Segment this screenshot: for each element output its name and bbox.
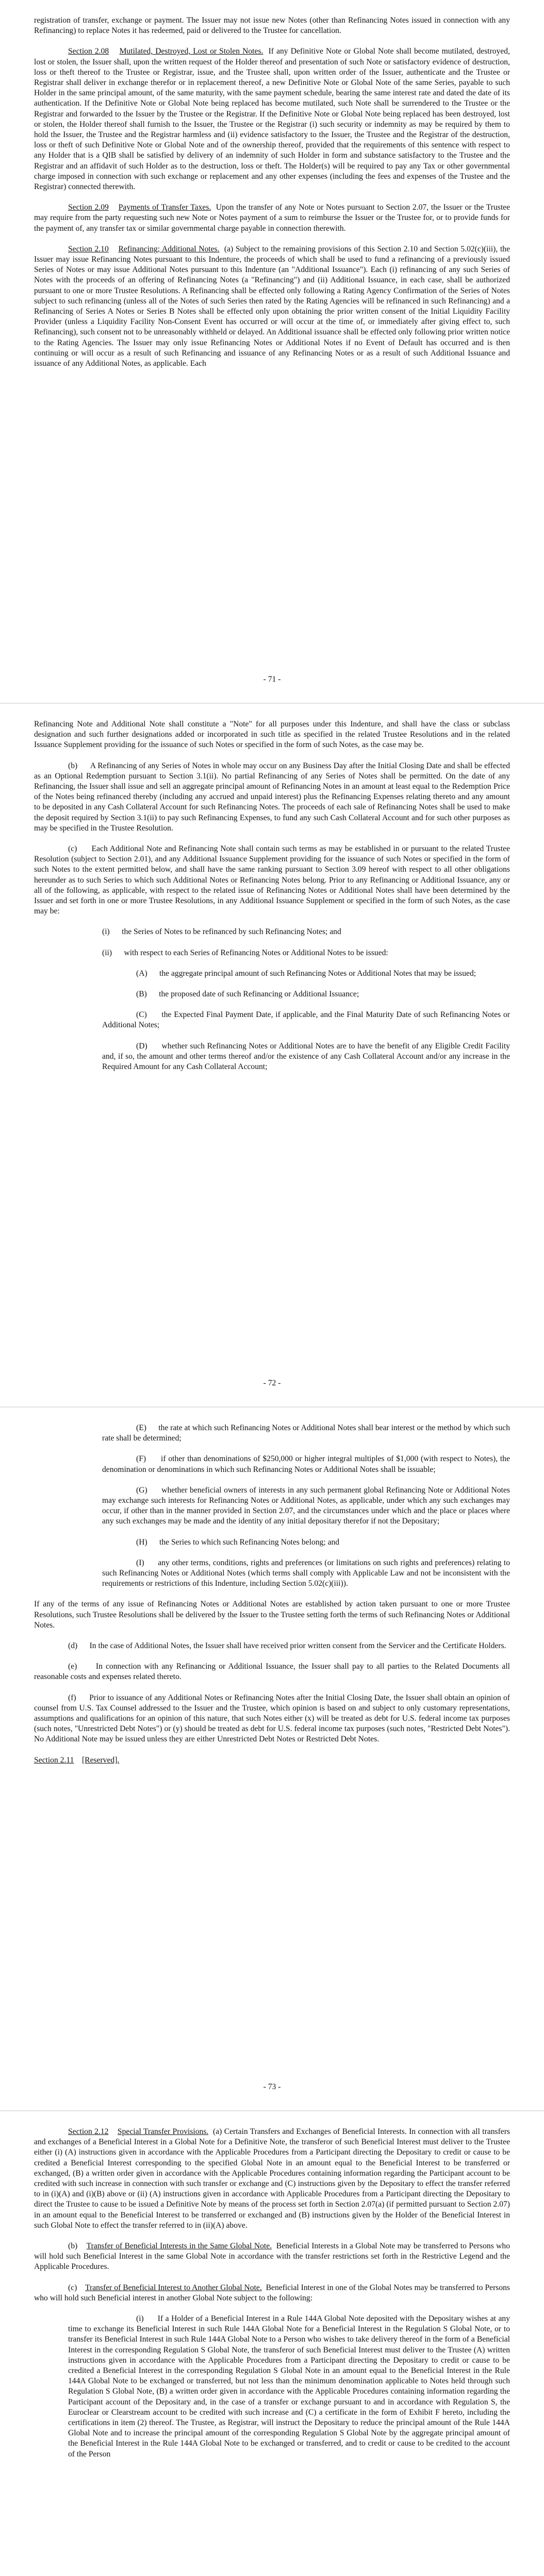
list-item: (C) the Expected Final Payment Date, if applicable, and the Final Maturity Date of such Refinancing Notes or Additional Notes; [102, 1010, 510, 1030]
list-item: (A) the aggregate principal amount of such Refinancing Notes or Additional Notes that may be issued; [136, 969, 476, 978]
section-body: If any Definitive Note or Global Note shall become mutilated, destroyed, lost or stolen, the Issuer shall, upon the written request of the Holder thereof and presentation of such Note or satisfactory evidence of destruction, loss or theft thereof to the Trustee or Registrar, issue, and the Trustee shall, upon written order of the Issuer, authenticate and the Trustee or Registrar shall deliver in exchange therefor or in replacement thereof, a new Definitive Note or Global Note of the same Series, payable to such Holder in the same principal amount, of the same maturity, with the same payment schedule, bearing the same interest rate and dated the date of its authentication. If the Definitive Note or Global Note being replaced has become mutilated, such Note shall be surrendered to the Trustee or the Registrar and forwarded to the Issuer by the Trustee or the Registrar. If the Definitive Note or Global Note being replaced has been destroyed, lost or stolen, the Holder thereof shall furnish to the Issuer, the Trustee or the Registrar (i) such security or indemnity as may be required by them to hold the Issuer, the Trustee and the Registrar harmless and (ii) evidence satisfactory to the Issuer, the Trustee and the Registrar of the destruction, loss or theft of such Definitive Note or Global Note and of the ownership thereof, provided that the requirements of this sentence with respect to any Holder that is a QIB shall be satisfied by delivery of an indemnity of such Holder in form and substance satisfactory to the Trustee and the Registrar and an affidavit of such Holder as to the destruction, loss or theft. The Holder(s) will be required to pay any Tax or other governmental charge imposed in connection with such exchange or replacement and any other expenses (including the fees and expenses of the Trustee and the Registrar) connected therewith. [34, 47, 510, 192]
list-item: (H) the Series to which such Refinancing Notes belong; and [136, 1537, 340, 1547]
section-title: [Reserved]. [81, 1755, 120, 1765]
subsection-title: Transfer of Beneficial Interests in the Same Global Note. [86, 2242, 272, 2251]
section-title: Refinancing; Additional Notes. [118, 244, 220, 253]
list-item: (i) the Series of Notes to be refinanced by such Refinancing Notes; and [102, 927, 341, 937]
list-item: (ii) with respect to each Series of Refinancing Notes or Additional Notes to be issued: [102, 948, 388, 957]
page-71 [0, 0, 544, 703]
paragraph: (c) Each Additional Note and Refinancing Note shall contain such terms as may be established in or pursuant to the related Trustee Resolution (subject to Section 2.01), and any Additional Issuance Supplement providing for the issuance of such Notes or specified in the form of such Notes to the extent permitted below, and shall have the same ranking pursuant to Section 3.09 hereof with respect to all other obligations hereunder as to such Series to which such Additional Notes or Refinancing Notes belong. Prior to any Refinancing or Additional Issuance, any or all of the following, as applicable, with respect to the related issue of Refinancing Notes or Additional Notes shall have been determined by the Issuer and set forth in one or more Trustee Resolutions, in any Additional Issuance Supplement or specified in the form of such Notes, as the case may be: [34, 844, 510, 916]
list-item: (F) if other than denominations of $250,000 or higher integral multiples of $1,000 (with respect to Notes), the denomination or denominations in which such Refinancing Notes or Additional Notes shall be issuable; [102, 1454, 510, 1474]
subsection-c [34, 2283, 510, 2303]
page-72 [0, 704, 544, 1407]
list-item: (B) the proposed date of such Refinancing or Additional Issuance; [136, 990, 359, 999]
list-item: (I) any other terms, conditions, rights and preferences (or limitations on such rights and preferences) relating to such Refinancing Notes or Additional Notes (which terms shall comply with Applicable Law and not be inconsistent with the requirements or restrictions of this Indenture, including Section 5.02(c)(iii)). [102, 1558, 510, 1588]
subsection-body: Beneficial Interests in a Global Note may be transferred to Persons who will hold such Beneficial Interest in the same Global Note in accordance with the transfer restrictions set forth in the Restrictive Legend and the Applicable Procedures. [34, 2242, 510, 2272]
section-body: (a) Certain Transfers and Exchanges of Beneficial Interests. In connection with all transfers and exchanges of a Beneficial Interest in a Global Note for a Definitive Note, the transferor of such Beneficial Interest must deliver to the Trustee either (i) (A) instructions given in accordance with the Applicable Procedures from a Participant directing the Depositary to credit or cause to be credited a Beneficial Interest corresponding to the specified Global Note in an amount equal to the Beneficial Interest to be transferred or exchanged, (B) a written order given in accordance with the Applicable Procedures containing information regarding the Participant account to be credited with such increase in connection with such transfer or exchange and (C) instructions given by the Depositary to effect the transfer referred to in (i)(A) and (i)(B) above or (ii) (A) instructions given in accordance with Applicable Procedures from a Participant directing the Depositary to direct the Trustee to cause to be issued a Definitive Note by means of the process set forth in Section 2.07(a) (if permitted pursuant to Section 2.07) in an amount equal to the Beneficial Interest to be transferred or exchanged and (B) instructions given by the Holder of the Beneficial Interest in such Global Note to effect the transfer referred to in (ii)(A) above. [34, 2127, 510, 2230]
subsection-b [34, 2241, 510, 2273]
list-item: (i) If a Holder of a Beneficial Interest in a Rule 144A Global Note deposited with the Depositary wishes at any time to exchange its Beneficial Interest in such Rule 144A Global Note for a Beneficial Interest in the Regulation S Global Note, or to transfer its Beneficial Interest in such Rule 144A Global Note to a Person who wishes to take delivery thereof in the form of a Beneficial Interest in the corresponding Regulation S Global Note, the transferor of such Beneficial Interest must deliver to the Trustee (A) written instructions given in accordance with the Applicable Procedures from a Participant directing the Depositary to credit or cause to be credited a Beneficial Interest in the corresponding Regulation S Global Note in an amount equal to the Beneficial Interest in the Rule 144A Global Note to be exchanged or transferred, but not less than the minimum denomination applicable to Notes held through such Regulation S Global Note, (B) a written order given in accordance with the Applicable Procedures containing information regarding the Participant account of the Depositary and, in the case of a transfer or exchange pursuant to and in accordance with Regulation S, the Euroclear or Clearstream account to be credited with such increase and (C) a certificate in the form of Exhibit F hereto, including the certifications in item (2) thereof. The Trustee, as Registrar, will instruct the Depositary to reduce the principal amount of the Rule 144A Global Note and to increase the principal amount of the corresponding Regulation S Global Note by the aggregate principal amount of the Beneficial Interest in the Rule 144A Global Note to be exchanged or transferred, and to credit or cause to be credited to the account of the Person [68, 2314, 510, 2459]
section-2-09 [34, 202, 510, 234]
section-title: Payments of Transfer Taxes. [118, 203, 211, 212]
subsection-label: (b) [68, 2242, 78, 2251]
list-item: (G) whether beneficial owners of interests in any such permanent global Refinancing Note or Additional Notes may exchange such interests for Refinancing Notes or Additional Notes, as applicable, under which any such exchanges may occur, if other than in the manner provided in Section 2.07, and the circumstances under which and the place or places where any such exchanges may be made and the identity of any initial depositary therefor if not the Depositary; [102, 1485, 510, 1526]
paragraph: (b) A Refinancing of any Series of Notes in whole may occur on any Business Day after the Initial Closing Date and shall be effected as an Optional Redemption pursuant to Section 3.1(ii). No partial Refinancing of any Series of Notes shall be permitted. On the date of any Refinancing, the Issuer shall issue and sell an aggregate principal amount of Refinancing Notes in an amount at least equal to the Redemption Price of the Notes being refinanced thereby (including any accrued and unpaid interest) plus the Refinancing Expenses relating thereto and any amount to be deposited in any Cash Collateral Account for such Refinancing Notes. The proceeds of each sale of Refinancing Notes shall be used to make the deposit required by Section 3.1(ii) to pay such Refinancing Expenses, to fund any such Cash Collateral Account and for such other purposes as may be specified in the Trustee Resolution. [34, 761, 510, 833]
paragraph: registration of transfer, exchange or payment. The Issuer may not issue new Notes (other than Refinancing Notes issued in connection with any Refinancing) to replace Notes it has redeemed, paid or delivered to the Trustee for cancellation. [34, 16, 510, 36]
section-heading: Section 2.10 [68, 244, 109, 253]
paragraph: (e) In connection with any Refinancing or Additional Issuance, the Issuer shall pay to all parties to the Related Documents all reasonable costs and expenses related thereto. [34, 1662, 510, 1682]
section-title: Special Transfer Provisions. [117, 2127, 209, 2136]
section-heading: Section 2.09 [68, 203, 109, 212]
section-heading: Section 2.12 [68, 2127, 109, 2136]
page-number: - 71 - [263, 675, 281, 684]
section-2-10 [34, 244, 510, 369]
subsection-label: (c) [68, 2283, 77, 2292]
page-73 [0, 1408, 544, 2111]
paragraph: (f) Prior to issuance of any Additional Notes or Refinancing Notes after the Initial Closing Date, the Issuer shall obtain an opinion of counsel from U.S. Tax Counsel addressed to the Issuer and the Trustee, which opinion is based on and subject to only customary representations, assumptions and qualifications for an opinion of this nature, that such Notes either (x) will be treated as debt for U.S. federal income tax purposes (such notes, "Unrestricted Debt Notes") or (y) should be treated as debt for U.S. federal income tax purposes (such notes, "Restricted Debt Notes"). No Additional Note may be issued unless they are either Unrestricted Debt Notes or Restricted Debt Notes. [34, 1693, 510, 1744]
list-item: (E) the rate at which such Refinancing Notes or Additional Notes shall bear interest or the method by which such rate shall be determined; [102, 1423, 510, 1443]
section-2-08 [34, 46, 510, 192]
page-74 [0, 2111, 544, 2576]
paragraph: If any of the terms of any issue of Refinancing Notes or Additional Notes are established by action taken pursuant to one or more Trustee Resolutions, such Trustee Resolutions shall be delivered by the Issuer to the Trustee setting forth the terms of such Refinancing Notes or Additional Notes. [34, 1600, 510, 1630]
paragraph: (d) In the case of Additional Notes, the Issuer shall have received prior written consent from the Servicer and the Certificate Holders. [68, 1641, 506, 1651]
section-2-12 [34, 2127, 510, 2231]
subsection-body: Beneficial Interest in one of the Global Notes may be transferred to Persons who will hold such Beneficial interest in another Global Note subject to the following: [34, 2283, 510, 2302]
section-heading: Section 2.11 [34, 1755, 74, 1765]
subsection-title: Transfer of Beneficial Interest to Another Global Note. [85, 2283, 262, 2292]
section-body: Upon the transfer of any Note or Notes pursuant to Section 2.07, the Issuer or the Trustee may require from the party requesting such new Note or Notes payment of a sum to reimburse the Issuer or the Trustee for, or to provide funds for the payment of, any transfer tax or similar governmental charge payable in connection therewith. [34, 203, 510, 233]
page-number: - 73 - [263, 2082, 281, 2091]
list-item: (D) whether such Refinancing Notes or Additional Notes are to have the benefit of any Eligible Credit Facility and, if so, the amount and other terms thereof and/or the existence of any Cash Collateral Account and/or any increase in the Required Amount for any Cash Collateral Account; [102, 1041, 510, 1072]
page-number: - 72 - [263, 1379, 281, 1387]
section-title: Mutilated, Destroyed, Lost or Stolen Notes. [119, 47, 263, 56]
paragraph: Refinancing Note and Additional Note shall constitute a "Note" for all purposes under this Indenture, and shall have the class or subclass designation and such further designations added or incorporated in such title as specified in the related Trustee Resolutions and in the related Issuance Supplement providing for the issuance of such Notes or specified in the form of such Notes, as the case may be. [34, 720, 510, 750]
section-2-11 [34, 1755, 510, 1766]
section-body: (a) Subject to the remaining provisions of this Section 2.10 and Section 5.02(c)(iii), the Issuer may issue Refinancing Notes pursuant to this Indenture, the proceeds of which shall be used to fund a refinancing of a previously issued Series of Notes or may issue Additional Notes pursuant to this Indenture (an "Additional Issuance"). Each (i) refinancing of any such Series of Notes with the proceeds of an offering of Refinancing Notes (a "Refinancing") and (ii) Additional Issuance, in each case, shall be authorized pursuant to one or more Trustee Resolutions. A Refinancing shall be effected only following a Rating Agency Confirmation of the Series of Notes subject to such refinancing (unless all of the Notes of such Series then rated by the Rating Agencies will be refinanced in such Refinancing) and a Refinancing of Series A Notes or Series B Notes shall be effected only upon obtaining the prior written consent of the Initial Liquidity Facility Provider (unless a Liquidity Facility Non-Consent Event has occurred or will occur at the time of, or immediately after giving effect to, such Refinancing), such consent not to be unreasonably withheld or delayed. An Additional issuance shall be effected only following prior written notice to the Rating Agencies. The Issuer may only issue Refinancing Notes or Additional Notes if no Event of Default has occurred and is then continuing or will occur as a result of such Refinancing and issuance of any Refinancing Notes or as a result of such Additional Issuance and issuance of any Additional Notes, as applicable. Each [34, 244, 510, 368]
section-heading: Section 2.08 [68, 47, 109, 56]
